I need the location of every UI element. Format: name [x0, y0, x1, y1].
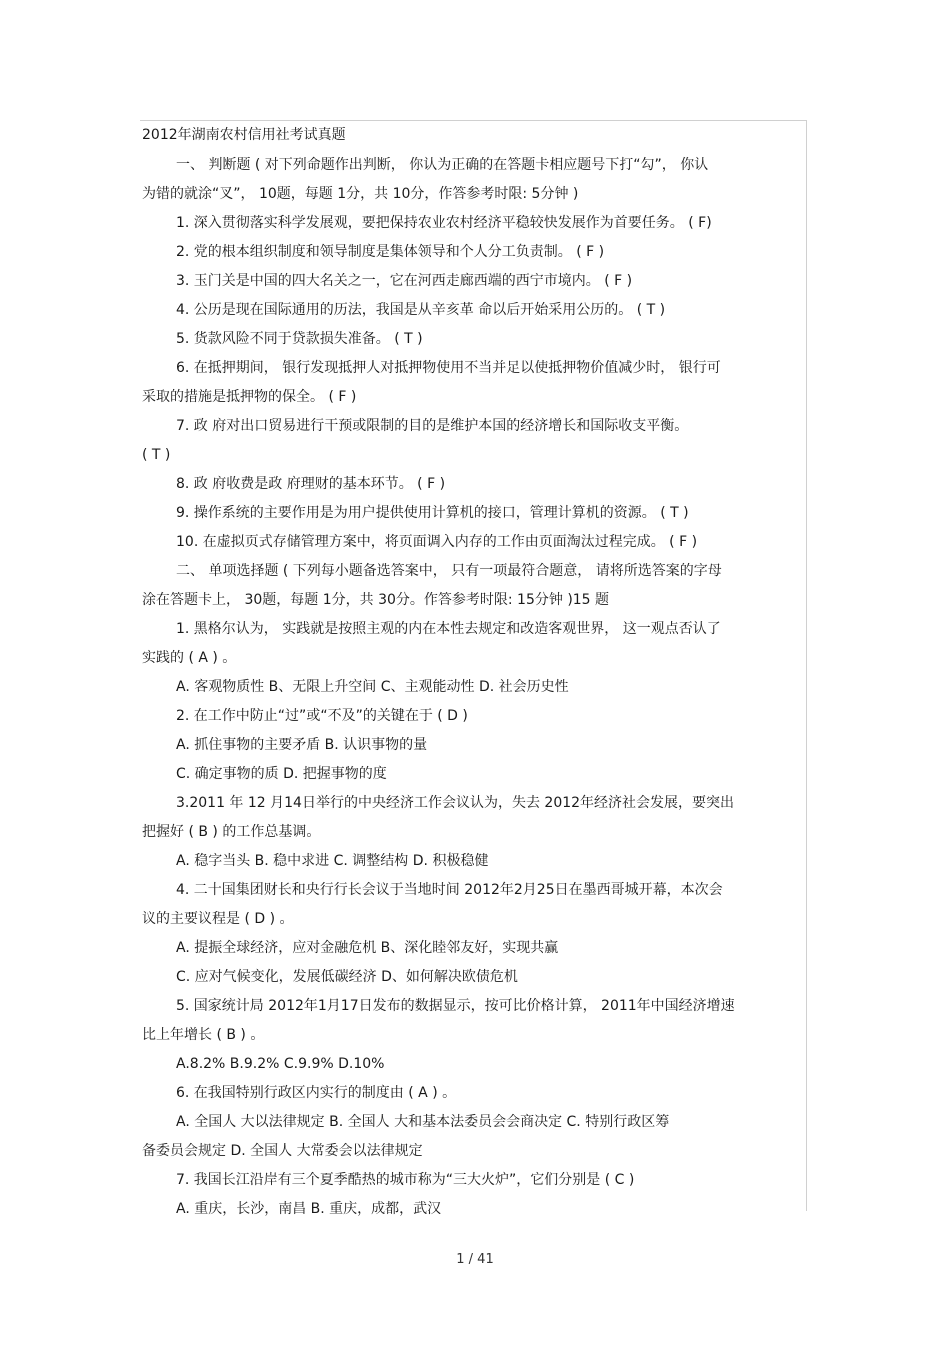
text-line: 3.2011 年 12 月14日举行的中央经济工作会议认为，失去 2012年经济社会发展，要突出	[176, 795, 735, 811]
text-line: 把握好 ( B ) 的工作总基调。	[142, 824, 321, 840]
text-line: 1. 深入贯彻落实科学发展观，要把保持农业农村经济平稳较快发展作为首要任务。 ( F)	[176, 215, 712, 231]
text-line: 6. 在我国特别行政区内实行的制度由 ( A ) 。	[176, 1085, 457, 1101]
text-line: 1. 黑格尔认为， 实践就是按照主观的内在本性去规定和改造客观世界， 这一观点否认了	[176, 621, 721, 637]
text-line: 6. 在抵押期间， 银行发现抵押人对抵押物使用不当并足以使抵押物价值减少时， 银行可	[176, 360, 721, 376]
text-line: 议的主要议程是 ( D ) 。	[142, 911, 294, 927]
text-line: 二、 单项选择题 ( 下列每小题备选答案中， 只有一项最符合题意， 请将所选答案的字母	[176, 563, 722, 579]
text-line: 2. 党的根本组织制度和领导制度是集体领导和个人分工负责制。 ( F )	[176, 244, 605, 260]
text-line: 采取的措施是抵押物的保全。 ( F )	[142, 389, 357, 405]
text-line: 涂在答题卡上， 30题，每题 1分，共 30分。作答参考时限: 15分钟 )15 题	[142, 592, 610, 608]
text-line: A. 稳字当头 B. 稳中求进 C. 调整结构 D. 积极稳健	[176, 853, 489, 869]
text-line: A. 客观物质性 B、无限上升空间 C、主观能动性 D. 社会历史性	[176, 679, 569, 695]
text-line: A. 重庆，长沙，南昌 B. 重庆，成都，武汉	[176, 1201, 442, 1217]
text-line: 一、 判断题 ( 对下列命题作出判断， 你认为正确的在答题卡相应题号下打“勾”， 你认	[176, 157, 709, 173]
text-line: A.8.2% B.9.2% C.9.9% D.10%	[176, 1056, 385, 1072]
text-line: 3. 玉门关是中国的四大名关之一，它在河西走廊西端的西宁市境内。 ( F )	[176, 273, 633, 289]
document-lines	[142, 151, 808, 1224]
text-line: A. 全国人 大以法律规定 B. 全国人 大和基本法委员会会商决定 C. 特别行政区筹	[176, 1114, 670, 1130]
text-line: 10. 在虚拟页式存储管理方案中，将页面调入内存的工作由页面淘汰过程完成。 ( F )	[176, 534, 698, 550]
text-line: 4. 公历是现在国际通用的历法，我国是从辛亥革 命以后开始采用公历的。 ( T )	[176, 302, 666, 318]
text-line: 实践的 ( A ) 。	[142, 650, 237, 666]
text-line: 备委员会规定 D. 全国人 大常委会以法律规定	[142, 1143, 423, 1159]
text-line: A. 抓住事物的主要矛盾 B. 认识事物的量	[176, 737, 428, 753]
text-line: C. 应对气候变化，发展低碳经济 D、如何解决欧债危机	[176, 969, 518, 985]
document-body	[142, 122, 808, 1224]
document-title: 2012年湖南农村信用社考试真题	[142, 127, 346, 143]
text-line: C. 确定事物的质 D. 把握事物的度	[176, 766, 387, 782]
text-line: A. 提振全球经济，应对金融危机 B、深化睦邻友好，实现共赢	[176, 940, 559, 956]
text-line: 2. 在工作中防止“过”或“不及”的关键在于 ( D )	[176, 708, 468, 724]
page-number: 1 / 41	[456, 1252, 494, 1267]
text-line: 为错的就涂“叉”， 10题，每题 1分，共 10分，作答参考时限: 5分钟 )	[142, 186, 579, 202]
text-line: 4. 二十国集团财长和央行行长会议于当地时间 2012年2月25日在墨西哥城开幕，本次会	[176, 882, 723, 898]
text-line: 5. 国家统计局 2012年1月17日发布的数据显示，按可比价格计算， 2011年中国经济增速	[176, 998, 735, 1014]
text-line: 7. 政 府对出口贸易进行干预或限制的目的是维护本国的经济增长和国际收支平衡。	[176, 418, 689, 434]
text-line: 8. 政 府收费是政 府理财的基本环节。 ( F )	[176, 476, 446, 492]
text-line: ( T )	[142, 447, 171, 463]
text-line: 9. 操作系统的主要作用是为用户提供使用计算机的接口，管理计算机的资源。 ( T )	[176, 505, 689, 521]
text-line: 比上年增长 ( B ) 。	[142, 1027, 265, 1043]
text-line: 5. 货款风险不同于贷款损失准备。 ( T )	[176, 331, 423, 347]
text-line: 7. 我国长江沿岸有三个夏季酷热的城市称为“三大火炉”，它们分别是 ( C )	[176, 1172, 635, 1188]
